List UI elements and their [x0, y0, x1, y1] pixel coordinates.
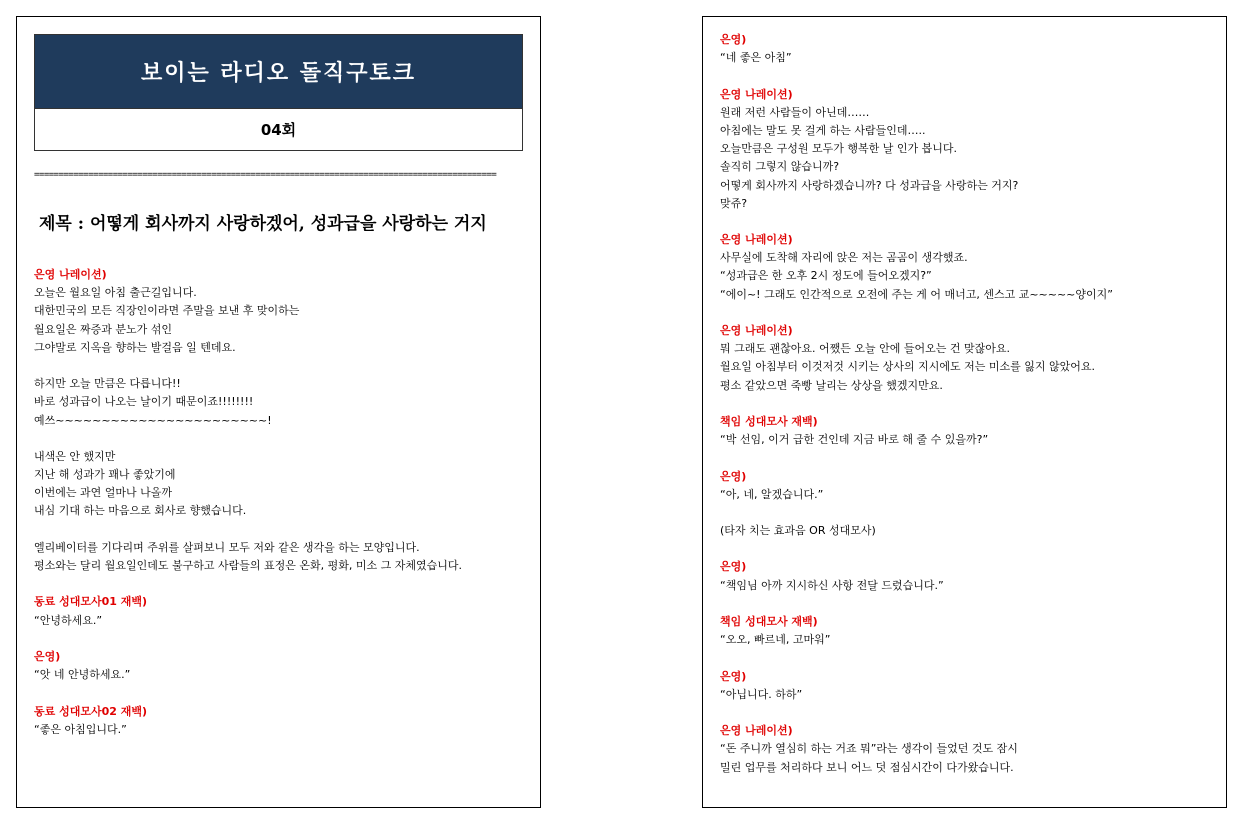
- blank-line: [34, 430, 534, 448]
- speaker-label: 은영 나레이션): [34, 268, 107, 281]
- script-line: 솔직히 그렇지 않습니까?: [720, 160, 840, 174]
- script-body-left: [34, 266, 534, 739]
- speaker-label: 은영): [720, 669, 747, 683]
- script-line: 아침에는 말도 못 걸게 하는 사람들인데…..: [720, 123, 926, 137]
- script-line: “아, 네, 알겠습니다.”: [720, 487, 824, 501]
- document-page-right: [702, 16, 1227, 808]
- script-line: 오늘만큼은 구성원 모두가 행복한 날 인가 봅니다.: [720, 142, 957, 156]
- blank-line: [720, 504, 1220, 522]
- script-line: 엘리베이터를 기다리며 주위를 살펴보니 모두 저와 같은 생각을 하는 모양입니다.: [34, 540, 420, 554]
- script-line: 바로 성과급이 나오는 날이기 때문이죠!!!!!!!!: [34, 395, 254, 409]
- blank-line: [720, 213, 1220, 231]
- speaker-label: 은영 나레이션): [720, 724, 793, 738]
- speaker-label: 은영): [720, 560, 747, 574]
- script-line: 평소 같았으면 죽빵 날리는 상상을 했겠지만요.: [720, 378, 943, 392]
- episode-number: 04회: [35, 108, 522, 150]
- speaker-label: 은영): [720, 33, 747, 46]
- blank-line: [720, 704, 1220, 722]
- script-line: 월요일 아침부터 이것저것 시키는 상사의 지시에도 저는 미소를 잃지 않았어요.: [720, 360, 1095, 374]
- blank-line: [720, 540, 1220, 558]
- script-line: 평소와는 달리 월요일인데도 불구하고 사람들의 표정은 온화, 평화, 미소 그 자체였습니다.: [34, 559, 462, 572]
- script-line: “오오, 빠르네, 고마워”: [720, 633, 831, 647]
- script-line: “아닙니다. 하하”: [720, 687, 803, 701]
- script-line: “안녕하세요.”: [34, 613, 103, 627]
- blank-line: [34, 357, 534, 375]
- script-line: 이번에는 과연 얼마나 나올까: [34, 486, 173, 500]
- script-body-right: [720, 31, 1220, 777]
- script-line: 맞쥬?: [720, 196, 748, 210]
- script-line: “박 선임, 이거 급한 건인데 지금 바로 해 줄 수 있을까?”: [720, 433, 989, 447]
- script-line: 예쓰~~~~~~~~~~~~~~~~~~~~~~~!: [34, 413, 272, 427]
- speaker-label: 동료 성대모사01 재백): [34, 595, 148, 609]
- script-line: (타자 치는 효과음 OR 성대모사): [720, 524, 876, 538]
- blank-line: [34, 521, 534, 539]
- blank-line: [720, 304, 1220, 322]
- speaker-label: 동료 성대모사02 재백): [34, 704, 148, 718]
- program-title: 보이는 라디오 돌직구토크: [35, 35, 522, 108]
- speaker-label: 은영): [720, 469, 747, 483]
- script-line: 원래 저런 사람들이 아닌데……: [720, 105, 870, 119]
- speaker-label: 책임 성대모사 재백): [720, 414, 818, 428]
- script-line: “네 좋은 아침”: [720, 51, 792, 65]
- blank-line: [720, 449, 1220, 467]
- speaker-label: 책임 성대모사 재백): [720, 615, 818, 628]
- script-line: 대한민국의 모든 직장인이라면 주말을 보낸 후 맞이하는: [34, 304, 300, 318]
- script-line: 내색은 안 했지만: [34, 449, 116, 463]
- script-line: “에이~! 그래도 인간적으로 오전에 주는 게 어 매너고, 센스고 교~~~~~양이지”: [720, 287, 1113, 301]
- script-line: 오늘은 월요일 아침 출근길입니다.: [34, 286, 197, 300]
- script-line: “돈 주니까 열심히 하는 거죠 뭐”라는 생각이 들었던 것도 잠시: [720, 742, 1018, 756]
- blank-line: [34, 575, 534, 593]
- script-line: 뭐 그래도 괜찮아요. 어쨌든 오늘 안에 들어오는 건 맞잖아요.: [720, 342, 1010, 356]
- script-line: 밀린 업무를 처리하다 보니 어느 덧 점심시간이 다가왔습니다.: [720, 760, 1014, 774]
- script-line: “책임님 아까 지시하신 사항 전달 드렸습니다.”: [720, 578, 944, 592]
- blank-line: [34, 684, 534, 702]
- speaker-label: 은영): [34, 649, 61, 663]
- blank-line: [34, 630, 534, 648]
- speaker-label: 은영 나레이션): [720, 324, 793, 337]
- document-page-left: [16, 16, 541, 808]
- title-box: [34, 34, 523, 151]
- script-line: 월요일은 짜증과 분노가 섞인: [34, 322, 173, 336]
- speaker-label: 은영 나레이션): [720, 87, 793, 101]
- script-line: 하지만 오늘 만큼은 다릅니다!!: [34, 377, 181, 391]
- blank-line: [720, 649, 1220, 667]
- script-line: “앗 네 안녕하세요.”: [34, 668, 131, 682]
- blank-line: [720, 67, 1220, 85]
- script-line: 어떻게 회사까지 사랑하겠습니까? 다 성과급을 사랑하는 거지?: [720, 178, 1019, 192]
- script-line: 사무실에 도착해 자리에 앉은 저는 곰곰이 생각했죠.: [720, 251, 968, 265]
- script-line: “성과급은 한 오후 2시 정도에 들어오겠지?”: [720, 269, 932, 283]
- blank-line: [720, 395, 1220, 413]
- script-line: 내심 기대 하는 마음으로 회사로 향했습니다.: [34, 504, 247, 518]
- blank-line: [720, 595, 1220, 613]
- divider-line: ==============================================================================================: [34, 170, 497, 180]
- speaker-label: 은영 나레이션): [720, 233, 793, 247]
- script-headline: 제목 : 어떻게 회사까지 사랑하겠어, 성과급을 사랑하는 거지: [39, 214, 487, 234]
- script-line: 그야말로 지옥을 향하는 발걸음 일 텐데요.: [34, 340, 236, 354]
- script-line: “좋은 아침입니다.”: [34, 722, 127, 736]
- script-line: 지난 해 성과가 꽤나 좋았기에: [34, 468, 176, 482]
